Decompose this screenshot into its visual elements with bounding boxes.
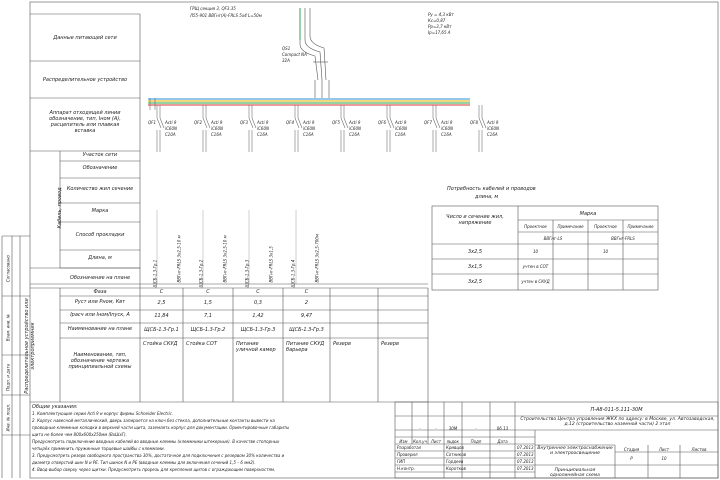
- breaker-type: Acti 9: [303, 120, 315, 125]
- cable-table-value: 10: [532, 249, 539, 254]
- side-stamp-label: Инв. № подл.: [5, 403, 11, 432]
- note-line: 4. Ввод-выбор сверху через щитки. Предусмотреть прорезь для крепления щитов с ограждающим поверхностям.: [32, 467, 276, 472]
- note-line: Предусмотреть подключение вводных кабелей во вводные клеммы (клеммники штекерные). В качестве стопорных: [32, 439, 280, 444]
- stamp-head-cell: Дата: [497, 439, 508, 444]
- row-supply-label: Данные питающей сети: [53, 35, 117, 41]
- breaker-model: iC60N: [487, 126, 499, 131]
- cable-table-value: учтен в СОТ: [522, 264, 549, 269]
- param-line: Iр=17,65 А: [428, 30, 451, 35]
- breaker-rating: C16A: [349, 132, 360, 137]
- breaker-type: Acti 9: [165, 120, 177, 125]
- note-line: четырёх применить пружинные торцевые шайбы с клеммами.: [32, 446, 165, 451]
- breaker-id: QF3: [240, 120, 248, 125]
- breaker-id: QF6: [378, 120, 386, 125]
- load-desc: Резерв: [333, 341, 351, 347]
- cable-label-spec: ВВГнг-FRLS 3х2,5-700м: [314, 234, 320, 283]
- load-power: 0,3: [254, 300, 262, 306]
- cable-table-section: 3х2,5: [467, 279, 483, 285]
- stamp-title: Внутреннее электроснабжение и электроосвещение: [537, 446, 613, 456]
- breaker-model: iC60N: [165, 126, 177, 131]
- note-line: диаметр отверстий шин N и PE. Тип шинок N и PE (вводные клеммы для включения сечений 1,5 – 6 мм2).: [32, 460, 256, 465]
- cable-table-title: Потребность кабелей и проводов: [447, 186, 536, 192]
- stamp-role: ГИП: [397, 459, 406, 464]
- load-desc: Стойка СКУД: [143, 341, 178, 347]
- breaker-type: Acti 9: [211, 120, 223, 125]
- load-current: 9,47: [300, 313, 313, 319]
- cable-row-label: Обозначение: [82, 165, 118, 171]
- load-phase: С: [206, 289, 210, 295]
- cable-table-value: 10: [602, 249, 609, 254]
- breaker-type: Acti 9: [395, 120, 407, 125]
- load-name: ЩСБ-1.3-Гр.3: [289, 327, 324, 333]
- row-apparatus-label: Аппарат отходящей линии обозначение, тип, Iном (А), расцепитель или плавкая вставка: [49, 110, 121, 134]
- note-line: 1. Комплектующие серии Acti 9 и корпус фирмы Schneider Electric.: [32, 411, 174, 416]
- load-current: 1,42: [252, 313, 264, 319]
- param-line: Рр=3,7 кВт: [428, 24, 452, 29]
- load-current: 11,84: [154, 313, 169, 319]
- load-name: ЩСБ-1.3-Гр.1: [144, 327, 179, 333]
- cable-group-label: Кабель, провод: [57, 187, 63, 229]
- load-phase: С: [256, 289, 260, 295]
- param-line: Кс=0,87: [428, 18, 446, 23]
- load-desc: Питание уличной камер: [236, 341, 276, 353]
- note-line: щита не более чем 800х600х250мм (ВхШхГ).: [32, 432, 127, 437]
- breaker-rating: C16A: [211, 132, 222, 137]
- row-distribution-label: Распределительное устройство: [42, 77, 128, 83]
- stamp-name: Сотников: [446, 452, 467, 457]
- load-desc: Стойка СОТ: [186, 341, 217, 347]
- stamp-role: Н.контр.: [397, 466, 415, 471]
- stamp-stage-head: Стадия: [623, 447, 640, 452]
- stamp-top-cell: -: [435, 426, 437, 431]
- cable-label-spec: ВВГнг-FRLS 3х1,5: [268, 246, 274, 283]
- cable-table-head-mark: Марка: [579, 211, 597, 217]
- input-qf-id: QS1: [282, 46, 291, 51]
- cable-table-subhead: Примечание: [557, 224, 584, 229]
- cable-table-mark: ВВГнг-FRLS: [611, 236, 635, 241]
- breaker-rating: C16A: [395, 132, 406, 137]
- stamp-head-cell: №док: [447, 439, 459, 444]
- breaker-rating: C16A: [257, 132, 268, 137]
- param-line: Ру = 4,3 кВт: [428, 12, 454, 17]
- stamp-stage-value: 10: [661, 456, 667, 461]
- stamp-name: Кривцов: [446, 445, 464, 450]
- load-phase: С: [304, 289, 309, 295]
- breaker-id: QF2: [194, 120, 202, 125]
- cable-label-line: ЩСБ-1.3-Гр.4: [290, 259, 296, 288]
- load-phase: С: [159, 289, 164, 295]
- breaker-type: Acti 9: [487, 120, 499, 125]
- input-qf-type: Compact NA: [282, 52, 307, 57]
- note-line: 2. Корпус навесной металлический, дверь запирается на ключ без стекла, дополнительные контакты вывести на: [32, 418, 275, 423]
- stamp-name: Коротков: [446, 466, 466, 471]
- note-line: проводные клеммные колодки в верхней части щита, заземлить корпус для документации. Ориентировочные габариты: [32, 425, 290, 430]
- cable-row-label: Участок сети: [82, 152, 118, 158]
- stamp-date: 07.2013: [517, 459, 534, 464]
- breaker-model: iC60N: [303, 126, 315, 131]
- cable-table-subhead: Проектное: [524, 224, 547, 229]
- stamp-sheet-title: Принципиальная однолинейная схема: [550, 468, 600, 478]
- stamp-code: П-А8-011-5.111-30М: [590, 407, 643, 413]
- breaker-rating: C10A: [165, 132, 176, 137]
- side-stamp-label: Подп. и дата: [5, 363, 11, 392]
- side-stamp-label: Согласовано: [5, 255, 11, 282]
- breaker-rating: C16A: [303, 132, 314, 137]
- cable-row-label: Способ прокладки: [75, 232, 125, 238]
- row-pipe-label: Обозначение на плане: [69, 275, 131, 281]
- input-source: ГРЩ секция 3, QF3.35: [190, 6, 236, 11]
- cable-label-line: ЩСБ-1.3-Гр.3: [244, 259, 250, 288]
- cable-row-label: Длина, м: [88, 255, 112, 261]
- cable-table-section: 3х2,5: [467, 249, 483, 255]
- cable-row-label: Количество жил сечение: [66, 186, 134, 192]
- load-name: ЩСБ-1.3-Гр.2: [190, 327, 226, 333]
- breaker-id: QF7: [424, 120, 432, 125]
- load-power: 1,5: [204, 300, 212, 306]
- breaker-id: QF1: [148, 120, 156, 125]
- stamp-top-cell: 30М: [448, 426, 458, 431]
- input-cable: Л55-901 ВВГнг(А)-FRLS 5х4 L=50м: [190, 13, 262, 18]
- breaker-type: Acti 9: [257, 120, 269, 125]
- load-power: 2: [304, 300, 309, 306]
- breaker-model: iC60N: [395, 126, 407, 131]
- stamp-head-cell: Подп: [470, 439, 482, 444]
- load-power: 2,5: [157, 300, 166, 306]
- breaker-id: QF4: [286, 120, 294, 125]
- cable-label-line: ЩСБ-1.3-Гр.2: [198, 259, 204, 288]
- breaker-type: Acti 9: [441, 120, 453, 125]
- stamp-top-cell: 06.13: [496, 426, 509, 431]
- load-desc: Резерв: [381, 341, 399, 347]
- stamp-top-cell: -: [475, 426, 477, 431]
- stamp-head-cell: Изм: [399, 439, 408, 444]
- load-current: 7,1: [204, 313, 212, 319]
- stamp-date: 07.2013: [517, 445, 534, 450]
- receiver-row-label: Руст или Рном, Квт: [74, 299, 126, 305]
- load-desc: Питание СКУД барьера: [286, 341, 325, 353]
- load-name: ЩСБ-1.3-Гр.3: [240, 327, 276, 333]
- receiver-row-label: Iрасч или Iном/Iпуск, А: [70, 312, 130, 318]
- breaker-model: iC60N: [349, 126, 361, 131]
- breaker-model: iC60N: [257, 126, 269, 131]
- notes-title: Общие указания:: [32, 404, 78, 410]
- cable-label-spec: ВВГнг-FRLS 3х2,5-10 м: [222, 235, 228, 283]
- cable-table-section: 3х1,5: [467, 264, 483, 270]
- note-line: 3. Предусмотреть резерв свободного пространства 30%, достаточное для подключения с резервом 30% количества и: [32, 453, 285, 458]
- stamp-date: 07.2013: [517, 466, 534, 471]
- receiver-group-label: Распределительное устройство или электроприемник: [24, 298, 36, 394]
- cable-table-value: учтен в СКУД: [521, 279, 550, 284]
- stamp-top-cell: -: [419, 426, 421, 431]
- breaker-id: QF8: [470, 120, 478, 125]
- stamp-head-cell: Лист: [430, 439, 442, 444]
- breaker-type: Acti 9: [349, 120, 361, 125]
- stamp-role: Разработал: [397, 445, 422, 450]
- side-stamp-label: Взам. инв. №: [5, 313, 11, 342]
- breaker-rating: C16A: [487, 132, 498, 137]
- stamp-object: Строительство Центра управления ЖКХ по адресу: в Москве, ул. Автозаводская, д.12 (строительство наземной части) 2 этап: [520, 417, 715, 427]
- cable-table-unit: длина, м: [475, 194, 499, 200]
- breaker-rating: C16A: [441, 132, 452, 137]
- cable-table-mark: ВВГнг-LS: [543, 236, 563, 241]
- cable-table-subhead: Проектное: [594, 224, 617, 229]
- stamp-date: 07.2013: [517, 452, 534, 457]
- breaker-model: iC60N: [441, 126, 453, 131]
- stamp-role: Проверил: [397, 452, 418, 457]
- breaker-id: QF5: [332, 120, 340, 125]
- stamp-name: Гордеев: [446, 459, 464, 464]
- breaker-model: iC60N: [211, 126, 223, 131]
- receiver-row-label: Наименование, тип, обозначение чертежа принципиальной схемы: [68, 352, 132, 370]
- stamp-head-cell: Кол.уч: [413, 439, 427, 444]
- stamp-stage-head: Лист: [658, 447, 670, 452]
- cable-table-head-col: Число и сечение жил, напряжение: [446, 214, 504, 226]
- cable-label-line: ЩСБ-1.3-Гр.1: [152, 259, 158, 288]
- cable-label-spec: ВВГнг-FRLS 3х2,5-10 м: [176, 235, 182, 283]
- receiver-row-label: Фаза: [93, 289, 107, 295]
- cable-row-label: Марка: [91, 208, 109, 214]
- cable-table-subhead: Примечание: [627, 224, 654, 229]
- stamp-stage-head: Листов: [691, 447, 707, 452]
- input-qf-rating: 32A: [282, 58, 290, 63]
- stamp-stage-value: Р: [630, 456, 633, 461]
- receiver-row-label: Наименование на плане: [67, 326, 133, 332]
